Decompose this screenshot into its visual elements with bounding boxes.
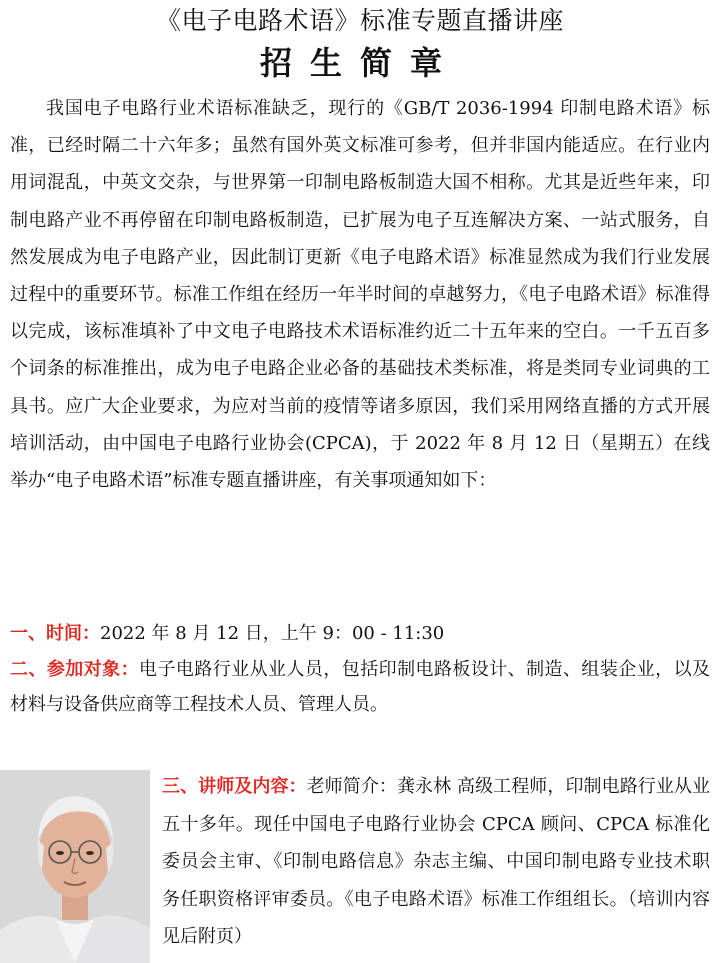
speaker-photo [0, 770, 150, 963]
section-time-text: 2022 年 8 月 12 日，上午 9：00 - 11:30 [100, 623, 445, 644]
section-teacher-text: 老师简介：龚永林 高级工程师，印制电路行业从业五十多年。现任中国电子电路行业协会 CPCA 顾问、CPCA 标准化委员会主审、《印制电路信息》杂志主编、中国印制电路专业技术职务任职资格评审委员。《电子电路术语》标准工作组组长。（培训内容见后附页） [162, 776, 710, 947]
section-teacher [162, 768, 710, 956]
section-audience [10, 652, 710, 722]
section-audience-label: 二、参加对象： [10, 659, 140, 680]
intro-paragraph: 我国电子电路行业术语标准缺乏，现行的《GB/T 2036-1994 印制电路术语》标准，已经时隔二十六年多；虽然有国外英文标准可参考，但并非国内能适应。在行业内用词混乱，中英文交杂，与世界第一印制电路板制造大国不相称。尤其是近些年来，印制电路产业不再停留在印制电路板制造，已扩展为电子互连解决方案、一站式服务，自然发展成为电子电路产业，因此制订更新《电子电路术语》标准显然成为我们行业发展过程中的重要环节。标准工作组在经历一年半时间的卓越努力，《电子电路术语》标准得以完成，该标准填补了中文电子电路技术术语标准约近二十五年来的空白。一千五百多个词条的标准推出，成为电子电路企业必备的基础技术类标准，将是类同专业词典的工具书。应广大企业要求，为应对当前的疫情等诸多原因，我们采用网络直播的方式开展培训活动，由中国电子电路行业协会(CPCA)，于 2022 年 8 月 12 日（星期五）在线举办“电子电路术语”标准专题直播讲座，有关事项通知如下： [10, 98, 710, 492]
section-audience-text: 电子电路行业从业人员，包括印制电路板设计、制造、组装企业，以及材料与设备供应商等工程技术人员、管理人员。 [10, 659, 711, 715]
section-time-label: 一、时间： [10, 623, 100, 644]
page-subtitle: 招生简章 [259, 44, 460, 82]
section-teacher-label: 三、讲师及内容： [162, 776, 307, 797]
page-title: 《电子电路术语》标准专题直播讲座 [155, 6, 564, 35]
speaker-portrait-icon [0, 770, 150, 963]
section-time [10, 616, 710, 651]
